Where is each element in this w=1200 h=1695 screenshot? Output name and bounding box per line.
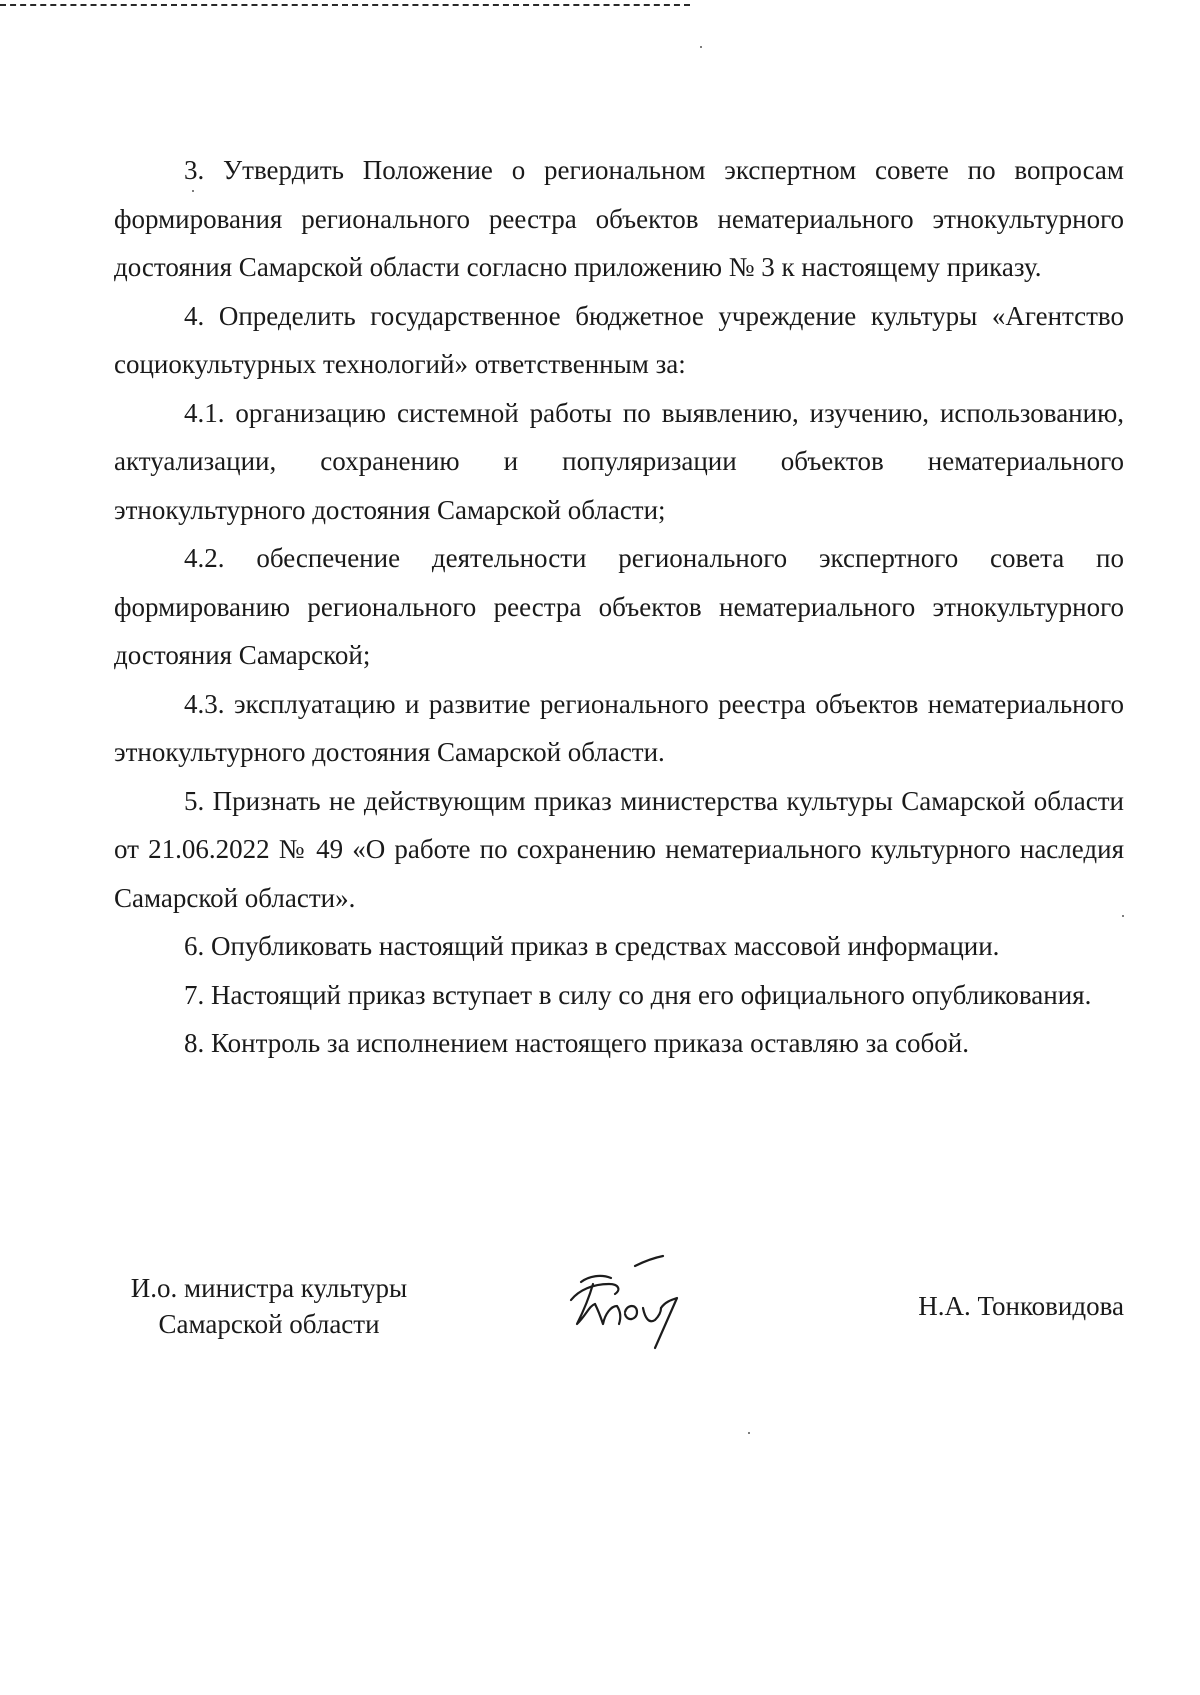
top-edge-rule [0,4,690,6]
document-body [114,146,1124,1068]
paragraph-4-3: 4.3. эксплуатацию и развитие регионального реестра объектов нематериального этнокультурного достояния Самарской области. [114,688,1124,767]
paragraph-8: 8. Контроль за исполнением настоящего приказа оставляю за собой. [184,1028,969,1058]
signatory-role-line-1: И.о. министра культуры [130,1273,408,1303]
signatory-name: Н.А. Тонковидова [918,1291,1124,1321]
paragraph-5: 5. Признать не действующим приказ министерства культуры Самарской области от 21.06.2022 № 49 «О работе по сохранению нематериального культурного наследия Самарской области». [114,785,1124,913]
paragraph-7: 7. Настоящий приказ вступает в силу со дня его официального опубликования. [184,979,1092,1010]
signatory-role [114,1270,424,1342]
paragraph-3: 3. Утвердить Положение о региональном экспертном совете по вопросам формирования регионального реестра объектов нематериального этнокультурного достояния Самарской области согласно приложению № 3 к настоящему приказу. [114,155,1124,282]
signature-block [114,1270,1124,1380]
handwritten-signature [559,1254,709,1354]
paragraph-4-1: 4.1. организацию системной работы по выявлению, изучению, использованию, актуализации, сохранению и популяризации объектов нематериального этнокультурного достояния Самарской области; [114,397,1124,525]
paragraph-4: 4. Определить государственное бюджетное учреждение культуры «Агентство социокультурных технологий» ответственным за: [114,300,1124,379]
paragraph-6: 6. Опубликовать настоящий приказ в средствах массовой информации. [184,931,1000,961]
paragraph-4-2: 4.2. обеспечение деятельности регионального экспертного совета по формированию регионального реестра объектов нематериального этнокультурного достояния Самарской; [114,543,1124,670]
signatory-role-line-2: Самарской области [158,1309,380,1339]
